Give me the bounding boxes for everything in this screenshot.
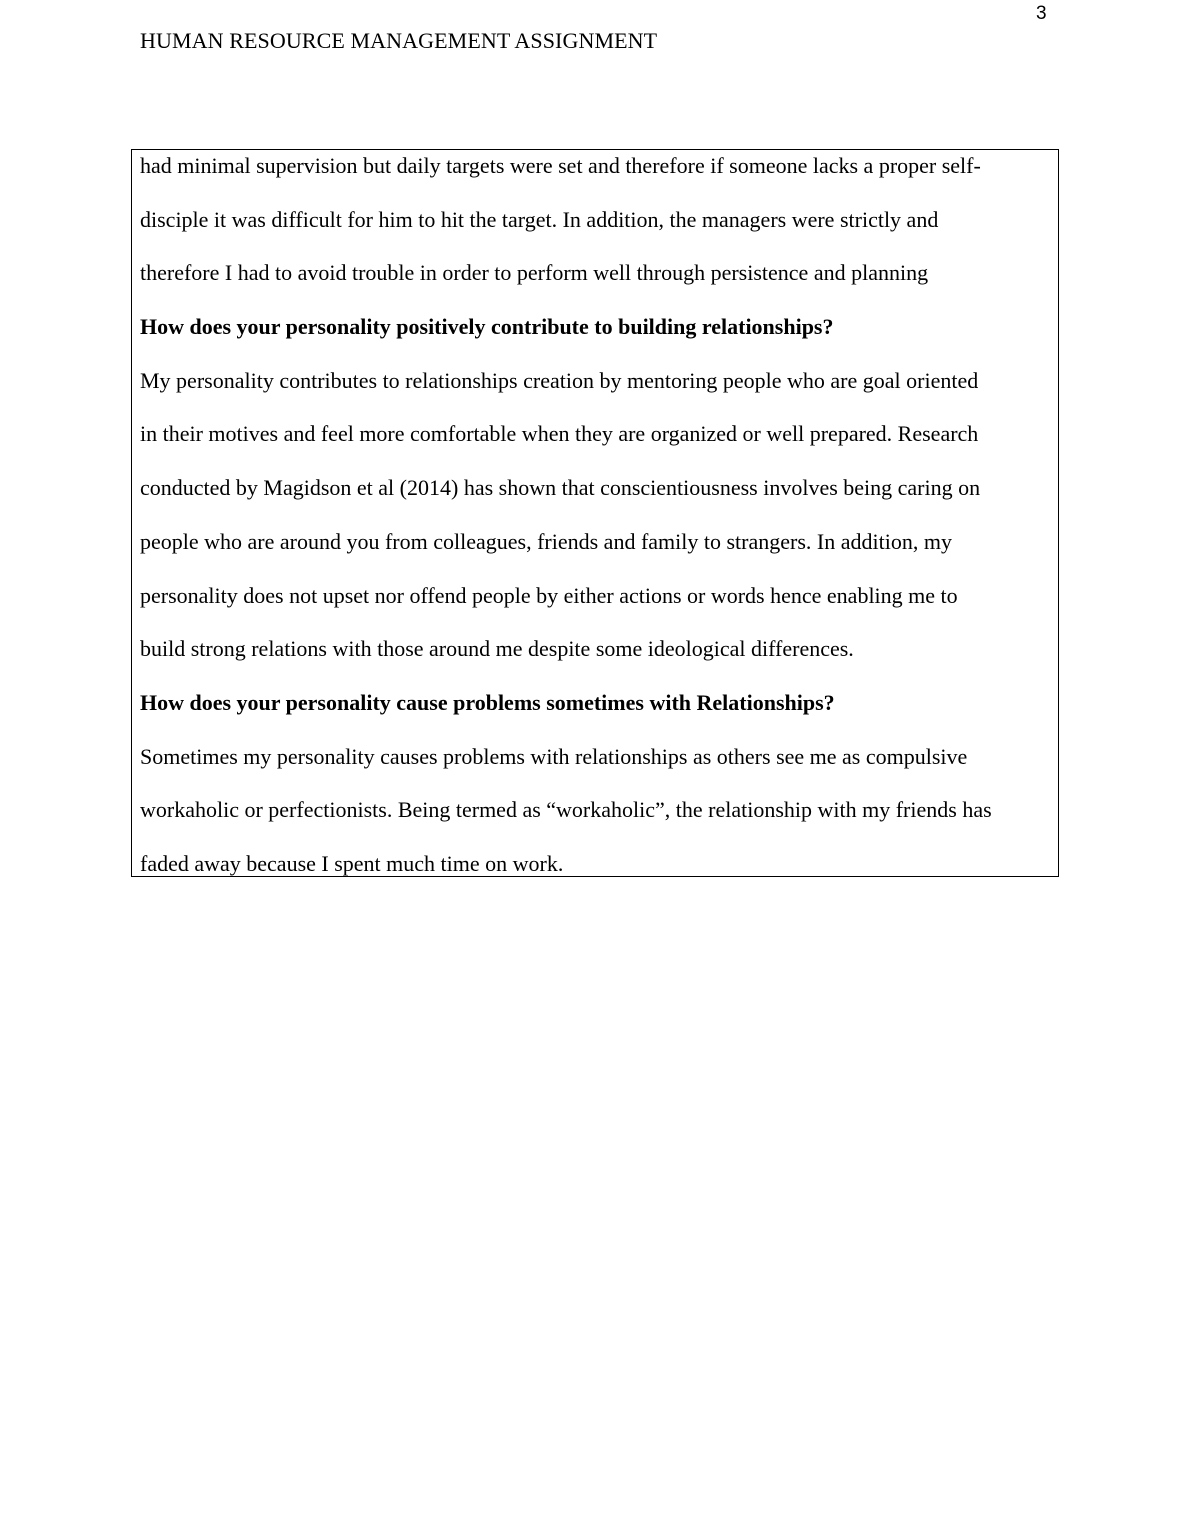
body-text <box>140 150 1056 877</box>
body-line: workaholic or perfectionists. Being termed as “workaholic”, the relationship with my friends has <box>140 797 992 823</box>
text-frame <box>131 149 1059 877</box>
body-line: disciple it was difficult for him to hit the target. In addition, the managers were strictly and <box>140 206 939 232</box>
body-line: conducted by Magidson et al (2014) has shown that conscientiousness involves being caring on <box>140 475 981 501</box>
section-heading-positive: How does your personality positively contribute to building relationships? <box>140 314 834 340</box>
body-line: build strong relations with those around me despite some ideological differences. <box>140 636 854 662</box>
body-line: had minimal supervision but daily targets were set and therefore if someone lacks a proper self- <box>140 153 981 178</box>
body-line: therefore I had to avoid trouble in order to perform well through persistence and planning <box>140 260 929 286</box>
section-heading-problems: How does your personality cause problems sometimes with Relationships? <box>140 689 835 715</box>
body-line: in their motives and feel more comfortable when they are organized or well prepared. Research <box>140 421 979 447</box>
body-line: faded away because I spent much time on work. <box>140 850 564 876</box>
running-head: HUMAN RESOURCE MANAGEMENT ASSIGNMENT <box>140 28 658 53</box>
body-line: Sometimes my personality causes problems with relationships as others see me as compulsive <box>140 743 968 769</box>
body-line: personality does not upset nor offend people by either actions or words hence enabling me to <box>140 582 958 608</box>
body-line: people who are around you from colleagues, friends and family to strangers. In addition, my <box>140 528 952 554</box>
body-line: My personality contributes to relationships creation by mentoring people who are goal oriented <box>140 367 979 393</box>
page-number: 3 <box>1036 3 1047 24</box>
